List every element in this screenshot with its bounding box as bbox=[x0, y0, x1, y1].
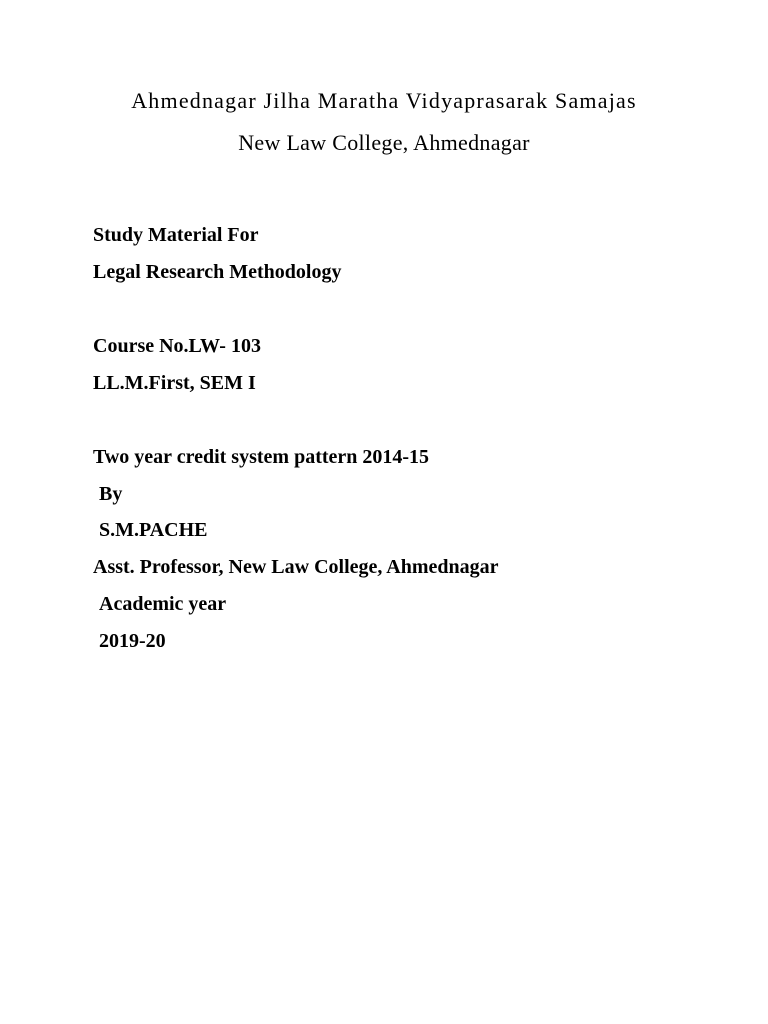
author-designation: Asst. Professor, New Law College, Ahmednagar bbox=[93, 556, 499, 578]
study-material-label: Study Material For bbox=[93, 224, 259, 246]
program-semester: LL.M.First, SEM I bbox=[93, 372, 256, 394]
college-name: New Law College, Ahmednagar bbox=[238, 130, 530, 155]
academic-year-label: Academic year bbox=[99, 593, 227, 615]
society-name: Ahmednagar Jilha Maratha Vidyaprasarak Samajas bbox=[131, 88, 637, 113]
by-label: By bbox=[99, 483, 123, 505]
author-name: S.M.PACHE bbox=[99, 519, 208, 541]
subject-title: Legal Research Methodology bbox=[93, 261, 342, 283]
course-number: Course No.LW- 103 bbox=[93, 335, 261, 357]
credit-pattern: Two year credit system pattern 2014-15 bbox=[93, 446, 430, 468]
academic-year: 2019-20 bbox=[99, 630, 166, 652]
